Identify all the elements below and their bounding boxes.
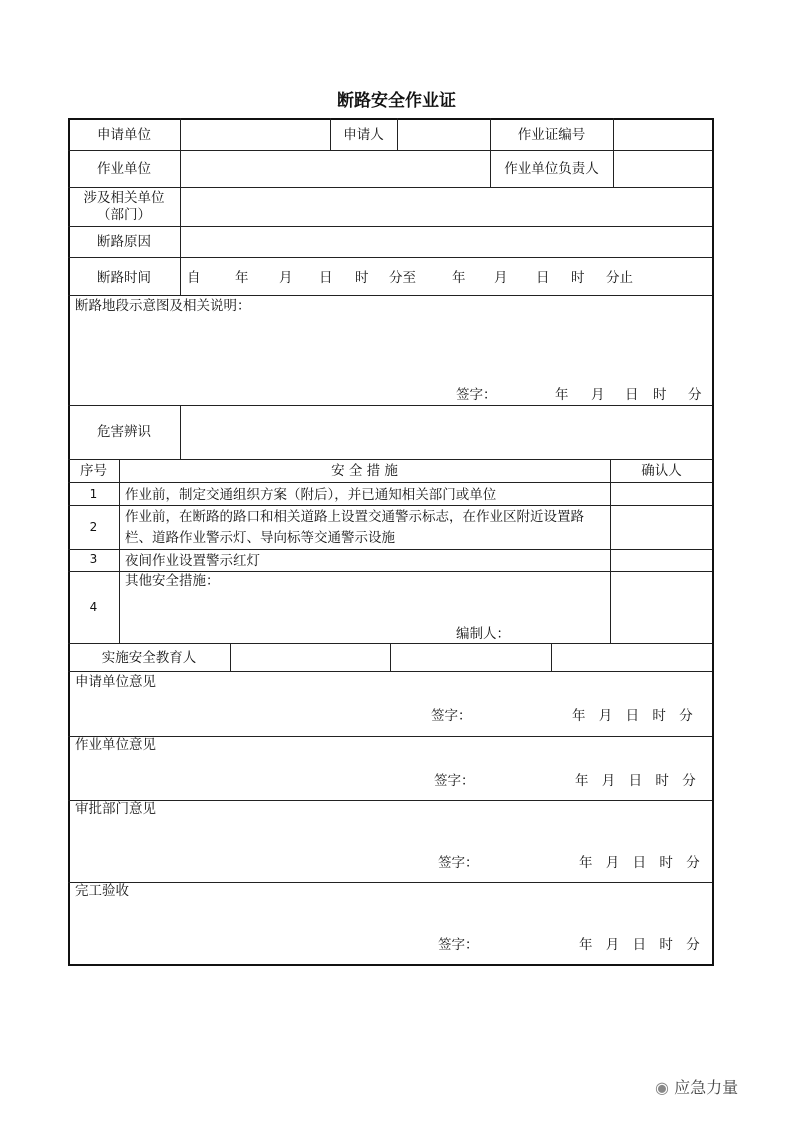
time-part: 日 <box>536 270 550 286</box>
sign-label: 签字： <box>438 855 479 871</box>
hazard-field[interactable] <box>181 406 712 459</box>
time-part: 分至 <box>389 270 416 286</box>
sign-label: 签字： <box>438 937 479 953</box>
measure-text: 栏、道路作业警示灯、导向标等交通警示设施 <box>125 530 395 546</box>
applicant-field[interactable] <box>398 119 490 150</box>
measure-no: 4 <box>89 600 98 614</box>
time-part: 日 <box>319 270 333 286</box>
date-part: 时 <box>653 387 667 403</box>
applicant-unit-label: 申请单位 <box>97 127 151 143</box>
work-unit-label: 作业单位 <box>97 161 151 177</box>
reason-field[interactable] <box>181 227 712 257</box>
time-part: 月 <box>494 270 508 286</box>
reason-label: 断路原因 <box>97 234 151 250</box>
measure-text: 其他安全措施： <box>125 573 220 589</box>
date-line: 年 月 日 时 分 <box>572 708 693 724</box>
date-part: 年 <box>555 387 569 403</box>
document-title: 断路安全作业证 <box>337 91 456 111</box>
time-part: 时 <box>571 270 585 286</box>
seq-header: 序号 <box>80 463 107 479</box>
date-part: 日 <box>625 387 639 403</box>
time-part: 月 <box>279 270 293 286</box>
related-unit-field[interactable] <box>181 188 712 226</box>
wechat-icon: ◉ <box>655 1078 669 1097</box>
education-field[interactable] <box>231 644 390 671</box>
confirmer-header: 确认人 <box>641 463 682 479</box>
sign-label: 签字： <box>431 708 472 724</box>
permit-no-label: 作业证编号 <box>517 127 586 143</box>
work-unit-lead-label: 作业单位负责人 <box>504 161 599 177</box>
applicant-label: 申请人 <box>343 127 384 143</box>
time-part: 分止 <box>606 270 633 286</box>
date-part: 分 <box>688 387 702 403</box>
compiler-label: 编制人： <box>456 626 510 642</box>
date-part: 月 <box>591 387 605 403</box>
date-line: 年 月 日 时 分 <box>579 937 700 953</box>
measures-header: 安 全 措 施 <box>331 463 398 479</box>
date-line: 年 月 日 时 分 <box>575 773 696 789</box>
work-unit-lead-field[interactable] <box>614 151 712 187</box>
opinion-label: 作业单位意见 <box>75 737 156 753</box>
time-part: 自 <box>187 270 201 286</box>
watermark-text: 应急力量 <box>674 1078 739 1097</box>
map-desc-label: 断路地段示意图及相关说明： <box>75 298 251 314</box>
measure-text: 夜间作业设置警示红灯 <box>125 553 260 569</box>
opinion-label: 完工验收 <box>75 883 129 899</box>
related-unit-label: 涉及相关单位 <box>83 190 165 206</box>
work-unit-field[interactable] <box>181 151 490 187</box>
watermark <box>655 1075 738 1098</box>
measure-no: 3 <box>89 552 98 566</box>
related-unit-sublabel: （部门） <box>97 207 151 223</box>
opinion-label: 审批部门意见 <box>75 801 156 817</box>
time-label: 断路时间 <box>97 270 151 286</box>
sign-label: 签字： <box>456 387 497 403</box>
opinion-label: 申请单位意见 <box>75 674 156 690</box>
hazard-label: 危害辨识 <box>97 424 151 440</box>
education-label: 实施安全教育人 <box>101 650 197 666</box>
time-part: 年 <box>452 270 466 286</box>
sign-label: 签字： <box>434 773 475 789</box>
measure-no: 2 <box>89 520 98 534</box>
applicant-unit-field[interactable] <box>181 119 330 150</box>
permit-no-field[interactable] <box>614 119 712 150</box>
date-line: 年 月 日 时 分 <box>579 855 700 871</box>
measure-text: 作业前，制定交通组织方案（附后），并已通知相关部门或单位 <box>125 487 497 503</box>
measure-no: 1 <box>89 487 98 501</box>
measure-text: 作业前，在断路的路口和相关道路上设置交通警示标志，在作业区附近设置路 <box>125 509 584 525</box>
time-part: 时 <box>355 270 369 286</box>
time-part: 年 <box>235 270 249 286</box>
